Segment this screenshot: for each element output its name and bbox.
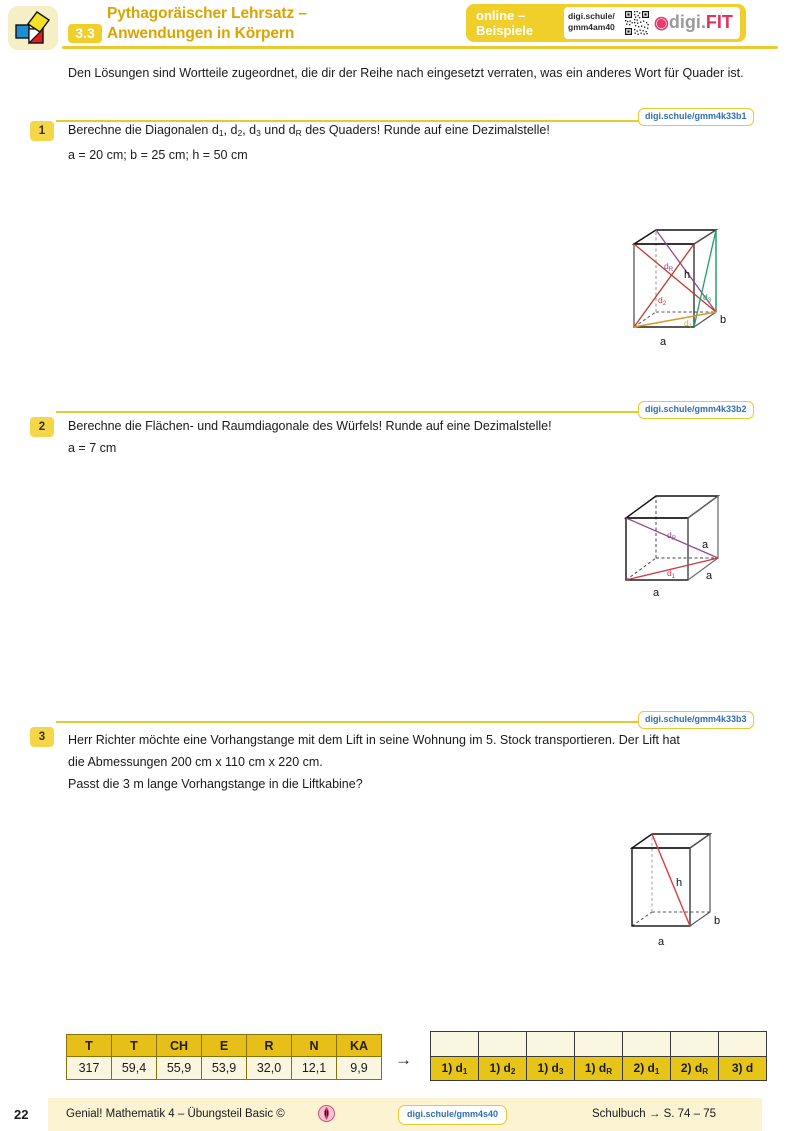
slot-label xyxy=(479,1057,527,1081)
answer-slot-input[interactable] xyxy=(431,1032,479,1057)
exercise-2-link-badge[interactable]: digi.schule/gmm4k33b2 xyxy=(638,401,754,419)
value-cell: 12,1 xyxy=(292,1057,337,1080)
slot-label-sub: 3 xyxy=(558,1067,564,1077)
answer-slot-input[interactable] xyxy=(719,1032,767,1057)
qr-code-icon[interactable] xyxy=(624,10,650,36)
qr-code-line-1: digi.schule/ xyxy=(568,11,615,21)
slot-label-prefix: 1) d xyxy=(537,1060,559,1075)
ex1-sub1: 1 xyxy=(218,128,224,139)
table-row-values xyxy=(67,1057,382,1080)
answer-slot-input[interactable] xyxy=(479,1032,527,1057)
slot-label xyxy=(719,1057,767,1081)
publisher-logo-icon xyxy=(318,1105,335,1122)
page-title-line-1: Pythagoräischer Lehrsatz – xyxy=(107,5,307,22)
series-logo xyxy=(8,6,58,50)
exercise-2-figure-cube xyxy=(608,478,738,600)
letter-cell: T xyxy=(67,1035,112,1057)
answer-slot-input[interactable] xyxy=(623,1032,671,1057)
footer-right-spacer xyxy=(762,1098,800,1131)
exercise-3-line-1: Herr Richter möchte eine Vorhangstange mit dem Lift in seine Wohnung im 5. Stock transportieren. Der Lift hat xyxy=(68,733,680,747)
exercise-3-text xyxy=(68,729,758,795)
ex1-sub3: 3 xyxy=(256,128,261,139)
qr-code-text xyxy=(568,11,622,33)
footer-credit-text: Genial! Mathematik 4 – Übungsteil Basic © xyxy=(66,1108,285,1120)
table-row-blank-answers xyxy=(431,1032,767,1057)
ex1-sub4: R xyxy=(295,128,302,139)
slot-label xyxy=(431,1057,479,1081)
page-footer xyxy=(0,1098,800,1131)
label-h-exercise-1: h xyxy=(684,269,691,281)
letter-cell: KA xyxy=(337,1035,382,1057)
exercise-3-line-3: Passt die 3 m lange Vorhangstange in die Liftkabine? xyxy=(68,777,363,791)
label-a-side-exercise-2: a xyxy=(706,570,713,582)
label-a-right-exercise-2: a xyxy=(702,539,709,551)
slot-label-prefix: 2) d xyxy=(633,1060,655,1075)
answer-slots-table[interactable] xyxy=(430,1031,767,1081)
slot-label-sub: R xyxy=(606,1067,613,1077)
ex1-t3: , d xyxy=(242,123,257,137)
value-cell: 53,9 xyxy=(202,1057,247,1080)
value-cell: 32,0 xyxy=(247,1057,292,1080)
page-header xyxy=(0,0,800,56)
slot-label xyxy=(527,1057,575,1081)
label-d2-exercise-1: $d_2$ xyxy=(658,295,667,307)
slot-label xyxy=(575,1057,623,1081)
exercise-2-text xyxy=(68,415,758,459)
exercise-1-line-2: a = 20 cm; b = 25 cm; h = 50 cm xyxy=(68,148,248,163)
answer-key-letters-table xyxy=(66,1034,382,1080)
label-a-exercise-3: a xyxy=(658,936,665,948)
label-a-exercise-1: a xyxy=(660,336,667,348)
slot-label-sub: 1 xyxy=(654,1067,660,1077)
slot-label-sub: 2 xyxy=(510,1067,516,1077)
letter-cell: T xyxy=(112,1035,157,1057)
intro-text: Den Lösungen sind Wortteile zugeordnet, die dir der Reihe nach eingesetzt verraten, was ein anderes Wort für Quader ist. xyxy=(68,66,744,80)
exercise-3-link-badge[interactable]: digi.schule/gmm4k33b3 xyxy=(638,711,754,729)
exercise-2-line-1: Berechne die Flächen- und Raumdiagonale des Würfels! Runde auf eine Dezimalstelle! xyxy=(68,419,552,433)
online-label-line-2: Beispiele xyxy=(476,23,534,38)
exercise-1-text xyxy=(68,119,758,166)
value-cell: 9,9 xyxy=(337,1057,382,1080)
ex1-t4: und d xyxy=(260,123,296,137)
magnifier-icon: ◉ xyxy=(654,13,669,32)
qr-code-line-2: gmm4am40 xyxy=(568,22,615,32)
exercise-2-number: 2 xyxy=(30,417,54,437)
label-h-exercise-3: h xyxy=(676,877,683,889)
exercise-1-link-badge[interactable]: digi.schule/gmm4k33b1 xyxy=(638,108,754,126)
label-b-exercise-3: b xyxy=(714,915,721,927)
genial-blocks-icon xyxy=(8,6,58,50)
label-dR-exercise-2: $d_R$ xyxy=(667,530,677,542)
page-title-line-2: Anwendungen in Körpern xyxy=(107,25,295,42)
letter-cell: CH xyxy=(157,1035,202,1057)
exercise-1-number: 1 xyxy=(30,121,54,141)
slot-label-prefix: 1) d xyxy=(441,1060,463,1075)
chapter-number-badge: 3.3 xyxy=(68,24,102,43)
slot-label xyxy=(623,1057,671,1081)
arrow-icon: → xyxy=(395,1050,412,1069)
exercise-2-rule xyxy=(56,411,686,413)
slot-label-prefix: 1) d xyxy=(489,1060,511,1075)
ex1-t2: , d xyxy=(223,123,238,137)
value-cell: 317 xyxy=(67,1057,112,1080)
exercise-2-line-2: a = 7 cm xyxy=(68,441,117,455)
value-cell: 55,9 xyxy=(157,1057,202,1080)
exercise-3-number: 3 xyxy=(30,727,54,747)
header-divider-rule xyxy=(62,46,778,49)
label-b-exercise-1: b xyxy=(720,314,727,326)
answer-slot-input[interactable] xyxy=(527,1032,575,1057)
exercise-1-line-1 xyxy=(68,119,758,144)
letter-cell: N xyxy=(292,1035,337,1057)
letter-cell: E xyxy=(202,1035,247,1057)
label-d1-exercise-1: $d_1$ xyxy=(684,318,693,330)
footer-book-reference: Schulbuch → S. 74 – 75 xyxy=(592,1108,717,1120)
slot-label-prefix: 3) d xyxy=(731,1060,754,1075)
label-dR-exercise-1: $d_R$ xyxy=(664,261,674,273)
digifit-logo xyxy=(654,12,733,33)
letter-cell: R xyxy=(247,1035,292,1057)
exercise-3-line-2: die Abmessungen 200 cm x 110 cm x 220 cm. xyxy=(68,755,323,769)
page-number: 22 xyxy=(14,1107,29,1122)
slot-label xyxy=(671,1057,719,1081)
value-cell: 59,4 xyxy=(112,1057,157,1080)
slot-label-prefix: 1) d xyxy=(584,1060,607,1075)
label-d1-exercise-2: $d_1$ xyxy=(667,568,676,580)
ex1-t5: des Quaders! Runde auf eine Dezimalstelle! xyxy=(301,123,550,137)
table-row-slot-labels xyxy=(431,1057,767,1081)
online-examples-badge[interactable] xyxy=(466,4,746,42)
page-title xyxy=(107,4,507,44)
answer-slot-input[interactable] xyxy=(671,1032,719,1057)
ex1-sub2: 2 xyxy=(237,128,243,139)
digifit-logo-part2: FIT xyxy=(705,12,733,32)
slot-label-sub: R xyxy=(702,1067,709,1077)
qr-chip[interactable] xyxy=(564,7,740,39)
digifit-logo-part1: digi. xyxy=(668,12,706,32)
ex1-t1: Berechne die Diagonalen d xyxy=(68,123,219,137)
slot-label-sub: 1 xyxy=(462,1067,468,1077)
exercise-1-figure-cuboid xyxy=(612,212,742,352)
exercise-3-figure-lift xyxy=(618,818,748,953)
footer-link-badge[interactable]: digi.schule/gmm4s40 xyxy=(398,1105,507,1125)
label-d3-exercise-1: $d_3$ xyxy=(703,292,712,304)
online-examples-label xyxy=(476,8,533,38)
label-a-bottom-exercise-2: a xyxy=(653,587,660,599)
table-row-letters xyxy=(67,1035,382,1057)
answer-slot-input[interactable] xyxy=(575,1032,623,1057)
exercise-3-rule xyxy=(56,721,686,723)
online-label-line-1: online – xyxy=(476,8,526,23)
slot-label-prefix: 2) d xyxy=(680,1060,703,1075)
